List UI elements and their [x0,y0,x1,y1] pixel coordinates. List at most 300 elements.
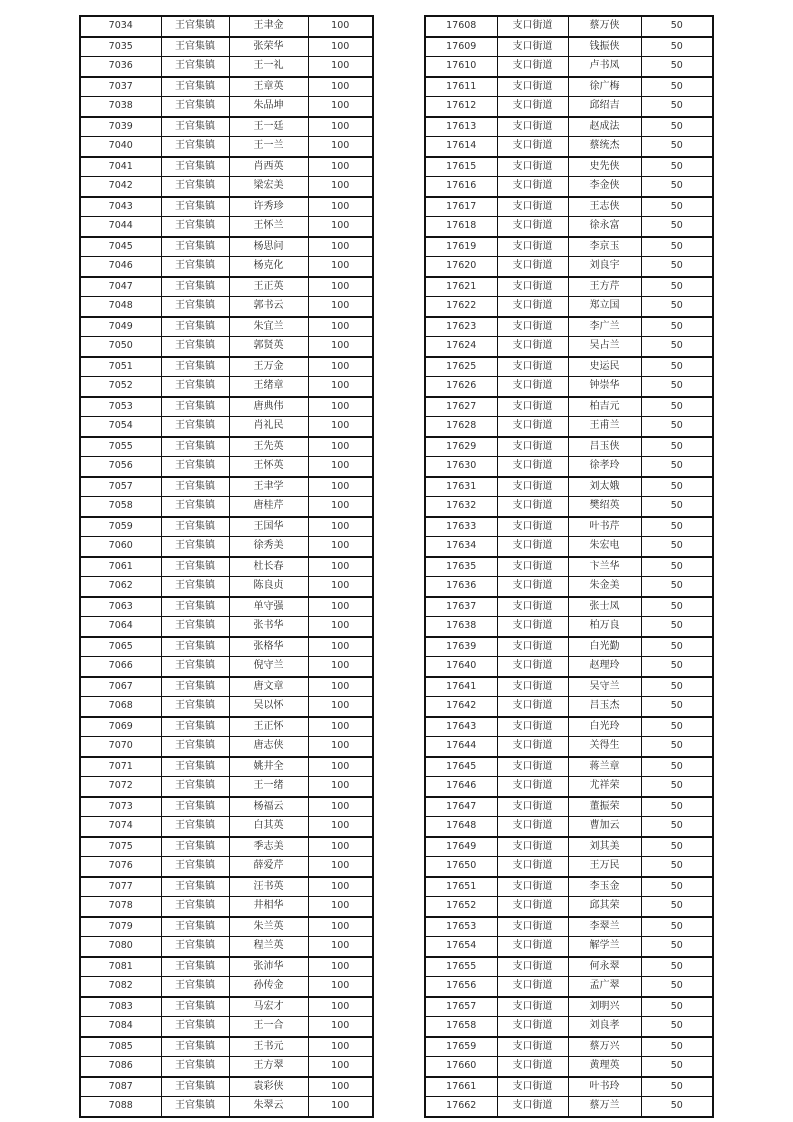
row-town: 王官集镇 [161,897,229,917]
row-amount: 100 [308,557,373,577]
row-id: 17647 [425,797,497,817]
row-name: 梁宏美 [229,177,308,197]
row-id: 7088 [80,1097,161,1117]
row-name: 王一兰 [229,137,308,157]
row-name: 白光勤 [568,637,641,657]
row-name: 李广兰 [568,317,641,337]
row-id: 7079 [80,917,161,937]
table-row [80,457,373,477]
row-amount: 50 [641,697,713,717]
row-amount: 50 [641,337,713,357]
row-name: 王方翠 [229,1057,308,1077]
row-id: 17632 [425,497,497,517]
row-town: 支口街道 [497,437,568,457]
row-amount: 50 [641,157,713,177]
row-town: 王官集镇 [161,497,229,517]
row-town: 王官集镇 [161,677,229,697]
table-row [425,517,713,537]
row-town: 支口街道 [497,157,568,177]
row-id: 7053 [80,397,161,417]
row-id: 7083 [80,997,161,1017]
row-name: 白光玲 [568,717,641,737]
table-row [425,797,713,817]
row-town: 王官集镇 [161,1097,229,1117]
row-name: 张士凤 [568,597,641,617]
row-town: 支口街道 [497,997,568,1017]
row-name: 卞兰华 [568,557,641,577]
row-name: 张荣华 [229,37,308,57]
row-town: 王官集镇 [161,97,229,117]
table-row [80,537,373,557]
row-amount: 50 [641,457,713,477]
row-id: 7075 [80,837,161,857]
row-town: 支口街道 [497,697,568,717]
table-row [80,397,373,417]
table-row [80,817,373,837]
row-amount: 100 [308,637,373,657]
row-id: 7073 [80,797,161,817]
row-name: 张格华 [229,637,308,657]
row-id: 17643 [425,717,497,737]
row-amount: 100 [308,57,373,77]
row-town: 王官集镇 [161,637,229,657]
row-id: 17639 [425,637,497,657]
row-id: 17626 [425,377,497,397]
row-id: 17608 [425,16,497,37]
row-name: 朱品坤 [229,97,308,117]
row-name: 钱振侠 [568,37,641,57]
row-amount: 50 [641,617,713,637]
row-name: 刘明兴 [568,997,641,1017]
row-name: 吴守兰 [568,677,641,697]
row-name: 杨克化 [229,257,308,277]
table-row [425,1057,713,1077]
table-row [425,1097,713,1117]
row-amount: 100 [308,837,373,857]
table-row [80,57,373,77]
row-amount: 50 [641,577,713,597]
row-town: 王官集镇 [161,617,229,637]
row-name: 蔡万兰 [568,1097,641,1117]
row-name: 吕玉侠 [568,437,641,457]
row-name: 徐孝玲 [568,457,641,477]
table-row [80,277,373,297]
row-id: 7076 [80,857,161,877]
table-row [425,717,713,737]
table-row [425,457,713,477]
row-town: 王官集镇 [161,437,229,457]
row-name: 王万金 [229,357,308,377]
row-name: 程兰英 [229,937,308,957]
row-id: 17646 [425,777,497,797]
row-id: 17622 [425,297,497,317]
table-row [425,577,713,597]
row-amount: 100 [308,897,373,917]
row-id: 17614 [425,137,497,157]
row-id: 17644 [425,737,497,757]
row-name: 王国华 [229,517,308,537]
row-town: 王官集镇 [161,57,229,77]
row-town: 王官集镇 [161,237,229,257]
row-amount: 50 [641,937,713,957]
table-row [425,537,713,557]
table-row [425,397,713,417]
row-amount: 50 [641,417,713,437]
row-town: 支口街道 [497,677,568,697]
row-name: 李金侠 [568,177,641,197]
row-name: 邱其荣 [568,897,641,917]
table-row [80,337,373,357]
row-name: 杨思问 [229,237,308,257]
table-row [80,617,373,637]
row-town: 支口街道 [497,797,568,817]
table-row [80,1077,373,1097]
row-town: 支口街道 [497,37,568,57]
row-town: 王官集镇 [161,477,229,497]
table-row [80,237,373,257]
row-name: 王一绪 [229,777,308,797]
table-row [425,137,713,157]
table-row [425,217,713,237]
row-name: 王绪章 [229,377,308,397]
row-id: 17638 [425,617,497,637]
row-id: 7038 [80,97,161,117]
row-id: 17624 [425,337,497,357]
row-id: 17635 [425,557,497,577]
row-town: 支口街道 [497,557,568,577]
table-row [80,117,373,137]
table-row [425,337,713,357]
row-amount: 50 [641,817,713,837]
table-row [425,57,713,77]
row-name: 王正怀 [229,717,308,737]
row-town: 支口街道 [497,1097,568,1117]
row-id: 7080 [80,937,161,957]
table-row [80,377,373,397]
row-amount: 50 [641,317,713,337]
row-town: 支口街道 [497,317,568,337]
row-town: 支口街道 [497,657,568,677]
table-row [80,657,373,677]
row-id: 17610 [425,57,497,77]
row-name: 袁彩侠 [229,1077,308,1097]
row-name: 朱金美 [568,577,641,597]
row-name: 王甫兰 [568,417,641,437]
row-town: 王官集镇 [161,397,229,417]
row-town: 王官集镇 [161,737,229,757]
row-amount: 100 [308,917,373,937]
row-amount: 100 [308,357,373,377]
row-id: 17660 [425,1057,497,1077]
row-name: 陈良贞 [229,577,308,597]
row-name: 王一礼 [229,57,308,77]
row-town: 支口街道 [497,717,568,737]
row-id: 7061 [80,557,161,577]
row-id: 7036 [80,57,161,77]
row-id: 17654 [425,937,497,957]
row-town: 支口街道 [497,837,568,857]
row-name: 刘良孝 [568,1017,641,1037]
row-id: 7039 [80,117,161,137]
row-name: 姚井全 [229,757,308,777]
row-name: 钟崇华 [568,377,641,397]
row-id: 17637 [425,597,497,617]
row-id: 17656 [425,977,497,997]
row-amount: 100 [308,777,373,797]
row-name: 汪书英 [229,877,308,897]
row-name: 徐永富 [568,217,641,237]
row-amount: 50 [641,257,713,277]
table-row [425,897,713,917]
row-amount: 100 [308,457,373,477]
table-row [425,677,713,697]
table-row [425,937,713,957]
row-amount: 100 [308,937,373,957]
row-amount: 50 [641,777,713,797]
row-name: 李翠兰 [568,917,641,937]
row-town: 王官集镇 [161,797,229,817]
row-amount: 100 [308,157,373,177]
row-amount: 100 [308,877,373,897]
row-name: 王书元 [229,1037,308,1057]
row-name: 王先英 [229,437,308,457]
row-id: 17640 [425,657,497,677]
row-id: 17621 [425,277,497,297]
row-town: 支口街道 [497,1077,568,1097]
row-id: 7078 [80,897,161,917]
table-row [425,437,713,457]
row-name: 叶书玲 [568,1077,641,1097]
row-name: 唐文章 [229,677,308,697]
row-amount: 100 [308,177,373,197]
row-id: 7070 [80,737,161,757]
row-town: 支口街道 [497,97,568,117]
table-row [425,557,713,577]
table-row [425,877,713,897]
row-id: 7041 [80,157,161,177]
table-row [80,877,373,897]
row-id: 17658 [425,1017,497,1037]
row-name: 许秀珍 [229,197,308,217]
table-row [425,757,713,777]
row-id: 7058 [80,497,161,517]
table-row [425,97,713,117]
row-town: 支口街道 [497,577,568,597]
row-id: 7066 [80,657,161,677]
row-amount: 100 [308,137,373,157]
table-row [425,297,713,317]
row-amount: 50 [641,717,713,737]
row-id: 7054 [80,417,161,437]
row-name: 朱宏电 [568,537,641,557]
row-name: 倪守兰 [229,657,308,677]
row-amount: 100 [308,717,373,737]
row-id: 7048 [80,297,161,317]
table-row [80,217,373,237]
table-row [80,897,373,917]
row-amount: 100 [308,977,373,997]
row-town: 支口街道 [497,337,568,357]
table-row [80,497,373,517]
row-name: 王怀兰 [229,217,308,237]
row-name: 井相华 [229,897,308,917]
row-town: 王官集镇 [161,257,229,277]
row-name: 孟广翠 [568,977,641,997]
row-amount: 100 [308,417,373,437]
row-id: 7084 [80,1017,161,1037]
row-id: 17655 [425,957,497,977]
row-name: 刘其美 [568,837,641,857]
row-id: 17662 [425,1097,497,1117]
row-amount: 50 [641,37,713,57]
row-id: 7060 [80,537,161,557]
row-id: 7086 [80,1057,161,1077]
table-row [80,577,373,597]
table-row [425,697,713,717]
row-name: 蔡统杰 [568,137,641,157]
table-row [80,677,373,697]
row-amount: 100 [308,857,373,877]
row-name: 黄理英 [568,1057,641,1077]
row-name: 朱宜兰 [229,317,308,337]
row-town: 王官集镇 [161,117,229,137]
table-row [425,417,713,437]
row-town: 王官集镇 [161,997,229,1017]
row-id: 7081 [80,957,161,977]
row-town: 王官集镇 [161,337,229,357]
row-id: 7056 [80,457,161,477]
table-row [425,737,713,757]
row-town: 支口街道 [497,457,568,477]
row-amount: 100 [308,117,373,137]
row-amount: 100 [308,737,373,757]
table-row [425,37,713,57]
row-name: 卢书凤 [568,57,641,77]
row-town: 支口街道 [497,237,568,257]
table-row [80,1017,373,1037]
row-id: 7063 [80,597,161,617]
row-name: 张沛华 [229,957,308,977]
row-name: 徐广梅 [568,77,641,97]
row-name: 吴占兰 [568,337,641,357]
row-town: 支口街道 [497,917,568,937]
row-name: 王正英 [229,277,308,297]
row-name: 唐桂芹 [229,497,308,517]
row-town: 支口街道 [497,257,568,277]
row-id: 17629 [425,437,497,457]
row-name: 叶书芹 [568,517,641,537]
row-town: 王官集镇 [161,457,229,477]
row-id: 17612 [425,97,497,117]
row-amount: 50 [641,657,713,677]
row-town: 王官集镇 [161,137,229,157]
row-amount: 100 [308,437,373,457]
row-id: 7049 [80,317,161,337]
row-id: 17618 [425,217,497,237]
table-row [425,177,713,197]
row-name: 吴以怀 [229,697,308,717]
table-row [80,97,373,117]
row-name: 单守强 [229,597,308,617]
row-name: 李京玉 [568,237,641,257]
row-town: 支口街道 [497,1017,568,1037]
table-row [80,317,373,337]
row-amount: 100 [308,477,373,497]
row-amount: 100 [308,197,373,217]
table-row [425,117,713,137]
table-row [425,1017,713,1037]
row-amount: 50 [641,557,713,577]
row-town: 支口街道 [497,397,568,417]
row-town: 支口街道 [497,1037,568,1057]
row-amount: 100 [308,677,373,697]
row-town: 支口街道 [497,137,568,157]
row-name: 郭贤英 [229,337,308,357]
row-town: 支口街道 [497,957,568,977]
row-town: 王官集镇 [161,977,229,997]
row-town: 支口街道 [497,637,568,657]
row-town: 支口街道 [497,57,568,77]
table-row [80,297,373,317]
row-town: 支口街道 [497,1057,568,1077]
table-row [425,257,713,277]
row-amount: 100 [308,537,373,557]
row-town: 支口街道 [497,357,568,377]
row-town: 王官集镇 [161,657,229,677]
table-row [80,697,373,717]
row-amount: 50 [641,757,713,777]
table-row [80,1057,373,1077]
row-town: 支口街道 [497,377,568,397]
row-id: 17628 [425,417,497,437]
row-name: 王章英 [229,77,308,97]
row-amount: 100 [308,1057,373,1077]
table-row [80,16,373,37]
row-id: 7074 [80,817,161,837]
row-town: 支口街道 [497,297,568,317]
row-name: 赵理玲 [568,657,641,677]
row-name: 曹加云 [568,817,641,837]
row-amount: 50 [641,897,713,917]
row-id: 7055 [80,437,161,457]
row-town: 王官集镇 [161,877,229,897]
table-row [80,557,373,577]
row-name: 王怀英 [229,457,308,477]
row-amount: 100 [308,377,373,397]
table-row [80,417,373,437]
row-name: 蔡万兴 [568,1037,641,1057]
row-amount: 50 [641,117,713,137]
row-id: 17630 [425,457,497,477]
table-row [80,797,373,817]
row-amount: 50 [641,1037,713,1057]
table-row [80,757,373,777]
row-town: 王官集镇 [161,697,229,717]
row-town: 支口街道 [497,777,568,797]
row-amount: 50 [641,217,713,237]
row-name: 何永翠 [568,957,641,977]
table-row [80,517,373,537]
row-id: 7047 [80,277,161,297]
row-name: 杜长春 [229,557,308,577]
row-id: 17633 [425,517,497,537]
row-amount: 100 [308,577,373,597]
table-row [425,317,713,337]
table-row [425,497,713,517]
row-name: 杨福云 [229,797,308,817]
row-id: 7071 [80,757,161,777]
row-town: 支口街道 [497,417,568,437]
